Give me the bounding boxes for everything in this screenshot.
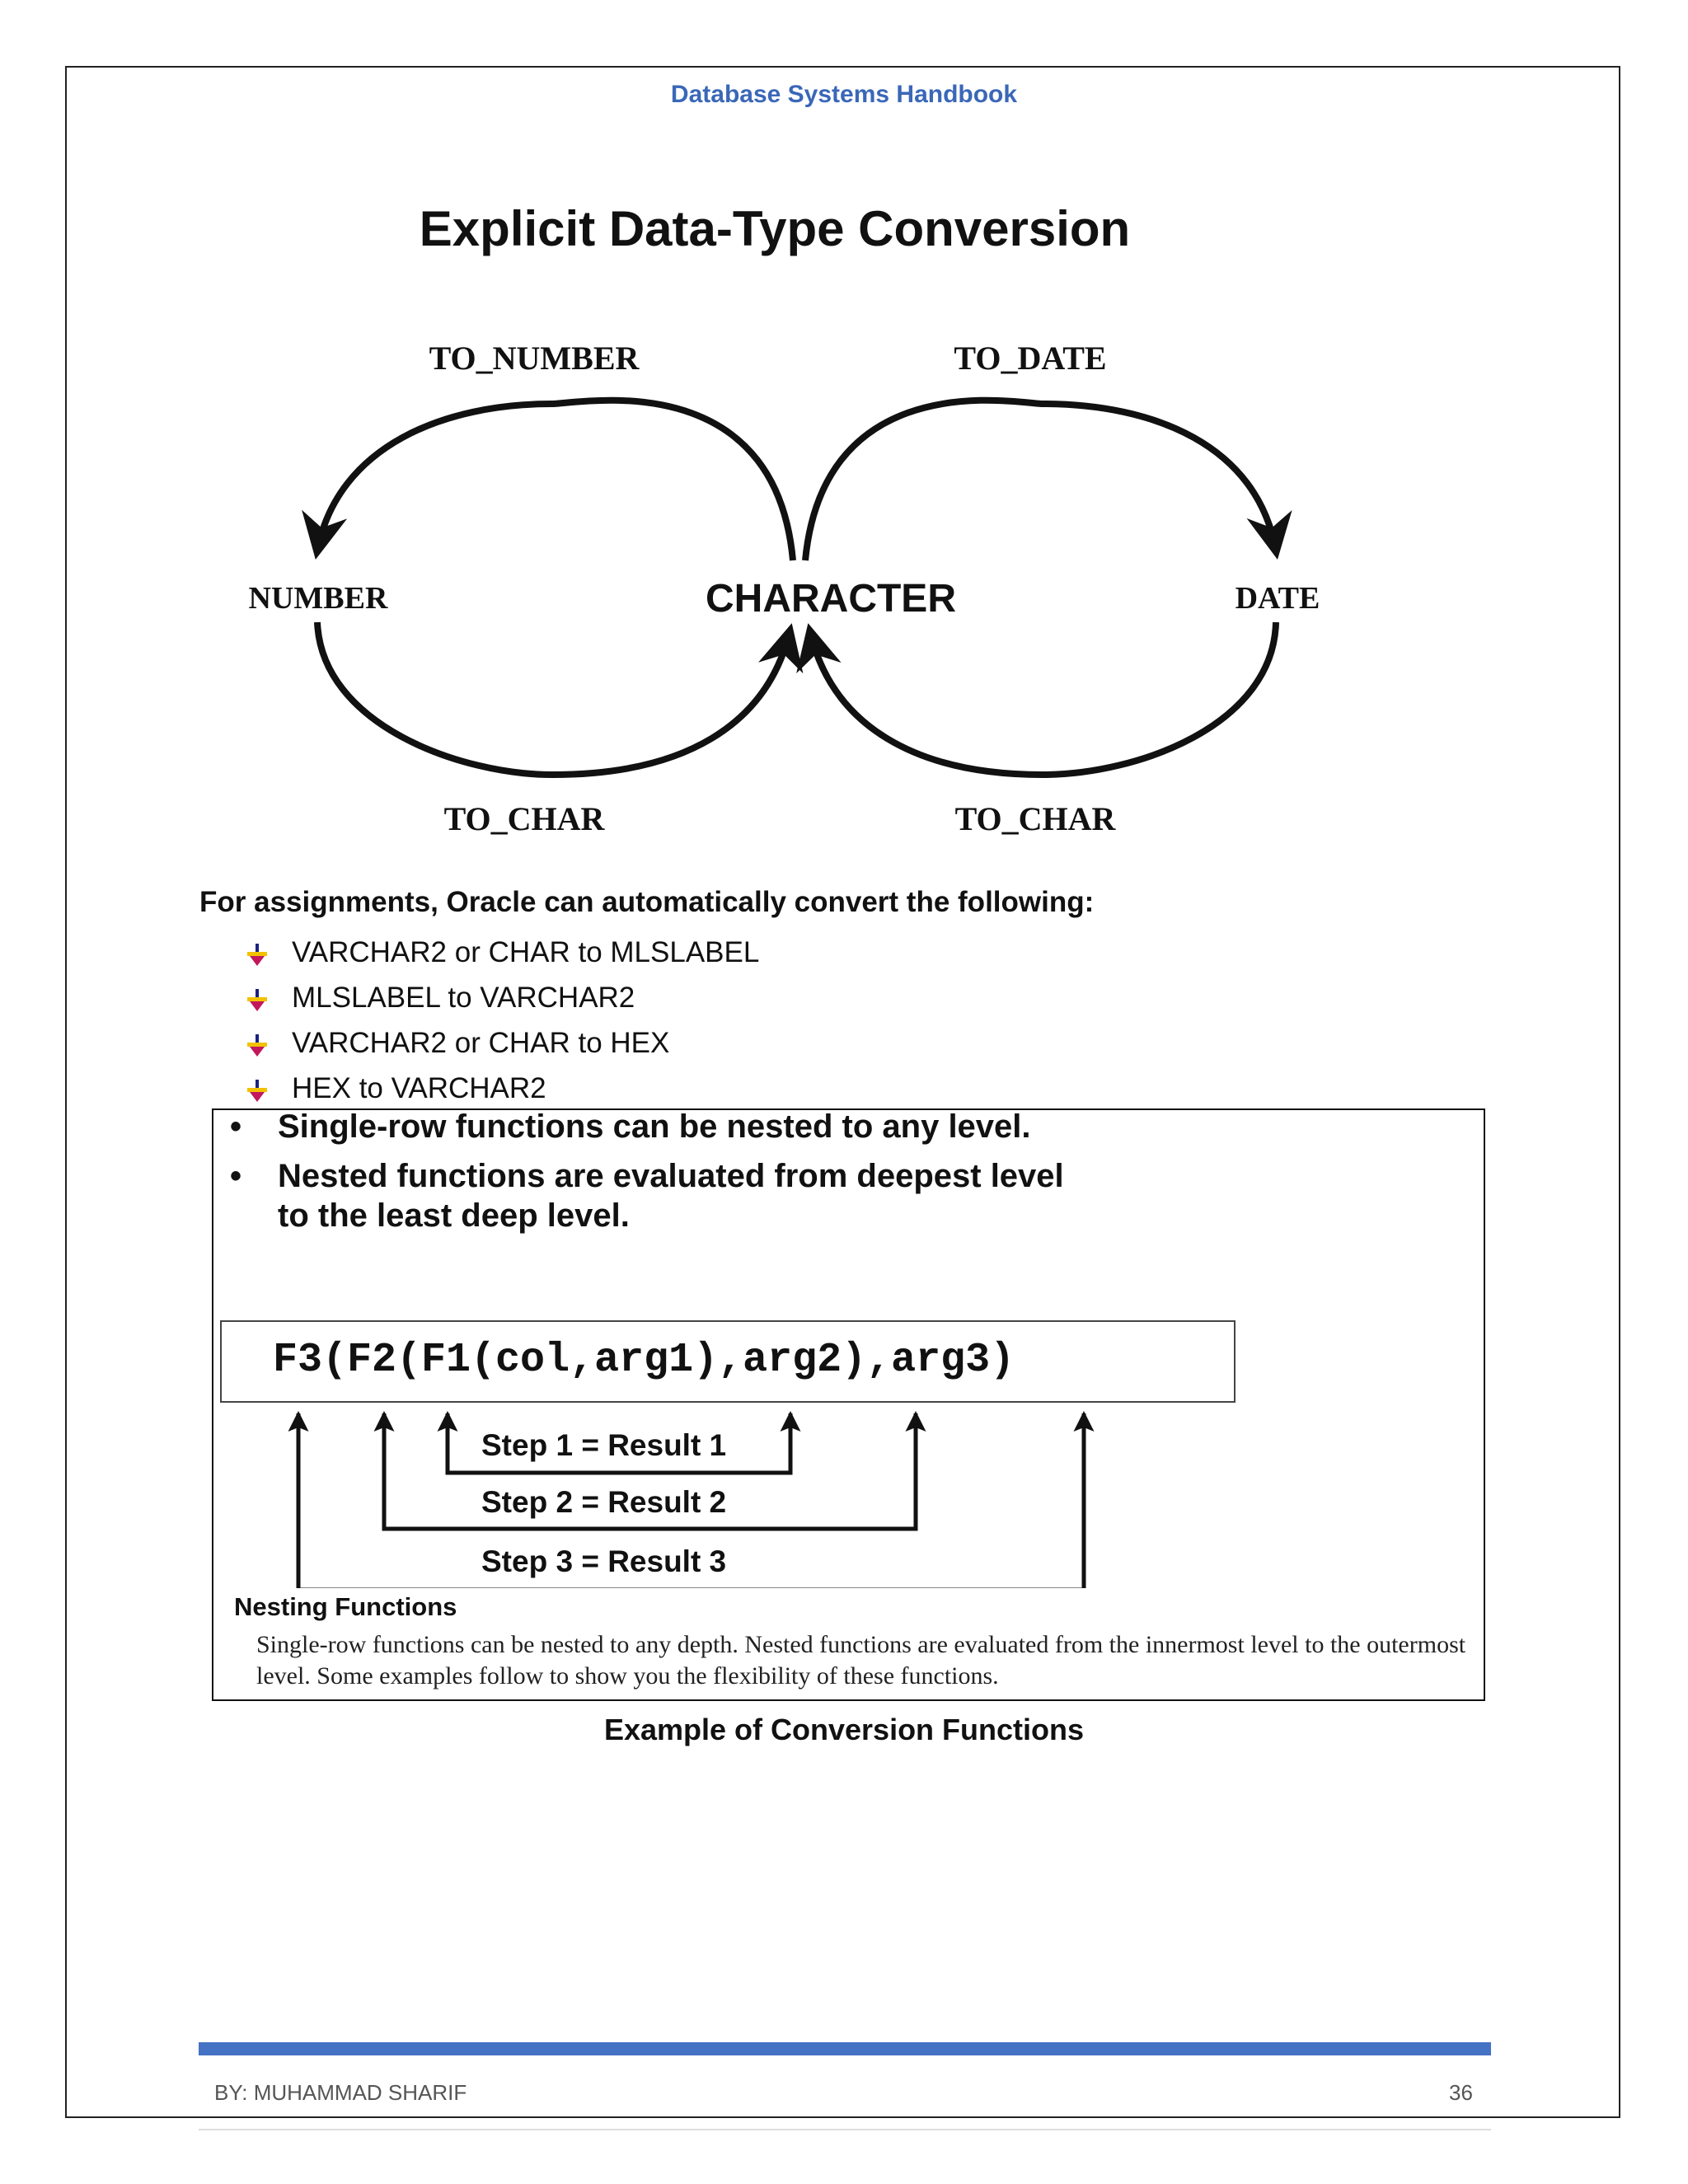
list-item-text: VARCHAR2 or CHAR to HEX: [292, 1026, 670, 1059]
arc-to-date: [805, 401, 1276, 560]
list-item: [247, 930, 759, 975]
label-to-char-right: TO_CHAR: [954, 800, 1116, 837]
list-item-text: HEX to VARCHAR2: [292, 1071, 546, 1104]
figure-caption: Example of Conversion Functions: [603, 1713, 1085, 1746]
conversion-list: [247, 930, 759, 1111]
label-to-number: TO_NUMBER: [429, 340, 640, 377]
nested-formula: F3(F2(F1(col,arg1),arg2),arg3): [273, 1337, 1015, 1384]
arc-to-char-right: [810, 622, 1276, 775]
bullet-dot-icon: •: [230, 1158, 242, 1194]
diagram-title: Explicit Data-Type Conversion: [419, 201, 1131, 256]
arc-to-char-left: [317, 622, 790, 775]
nesting-functions-title: Nesting Functions: [234, 1592, 457, 1621]
label-to-date: TO_DATE: [954, 340, 1107, 377]
page-number: 36: [1449, 2080, 1473, 2105]
footer-rule: [199, 2042, 1491, 2055]
list-item-text: MLSLABEL to VARCHAR2: [292, 981, 635, 1014]
bullet-dot-icon: •: [230, 1108, 242, 1145]
assignment-intro: For assignments, Oracle can automatically convert the following:: [199, 886, 1095, 918]
nesting-arrows: [213, 1110, 1487, 1588]
label-date: DATE: [1235, 581, 1320, 616]
arrow-down-bullet-icon: [247, 987, 267, 1010]
step-3-label: Step 3 = Result 3: [481, 1544, 727, 1578]
list-item-text: VARCHAR2 or CHAR to MLSLABEL: [292, 935, 760, 968]
nesting-functions-description: Single-row functions can be nested to any depth. Nested functions are evaluated from the innermost level to the outermost level. Some examples follow to show you the flexibility of these functions.: [256, 1631, 1466, 1690]
arrow-down-bullet-icon: [247, 1077, 267, 1100]
nesting-bullet-2-line-1: Nested functions are evaluated from deepest level: [278, 1158, 1064, 1194]
nesting-bullet-2-line-2: to the least deep level.: [278, 1197, 630, 1234]
list-item: [247, 975, 759, 1020]
nesting-bullet-1-text: Single-row functions can be nested to any level.: [278, 1108, 1031, 1145]
running-header: Database Systems Handbook: [670, 81, 1018, 108]
arc-to-number: [317, 401, 793, 560]
label-to-char-left: TO_CHAR: [443, 800, 605, 837]
arrow-down-bullet-icon: [247, 941, 267, 964]
label-number: NUMBER: [248, 581, 388, 616]
step-1-label: Step 1 = Result 1: [481, 1428, 727, 1462]
nesting-functions-figure: [212, 1108, 1485, 1701]
footer-author: BY: MUHAMMAD SHARIF: [214, 2080, 467, 2105]
list-item: [247, 1020, 759, 1066]
arrow-down-bullet-icon: [247, 1032, 267, 1055]
bottom-divider: [199, 2129, 1491, 2130]
step-2-label: Step 2 = Result 2: [481, 1485, 727, 1519]
label-character: CHARACTER: [706, 577, 956, 621]
list-item: [247, 1066, 759, 1111]
